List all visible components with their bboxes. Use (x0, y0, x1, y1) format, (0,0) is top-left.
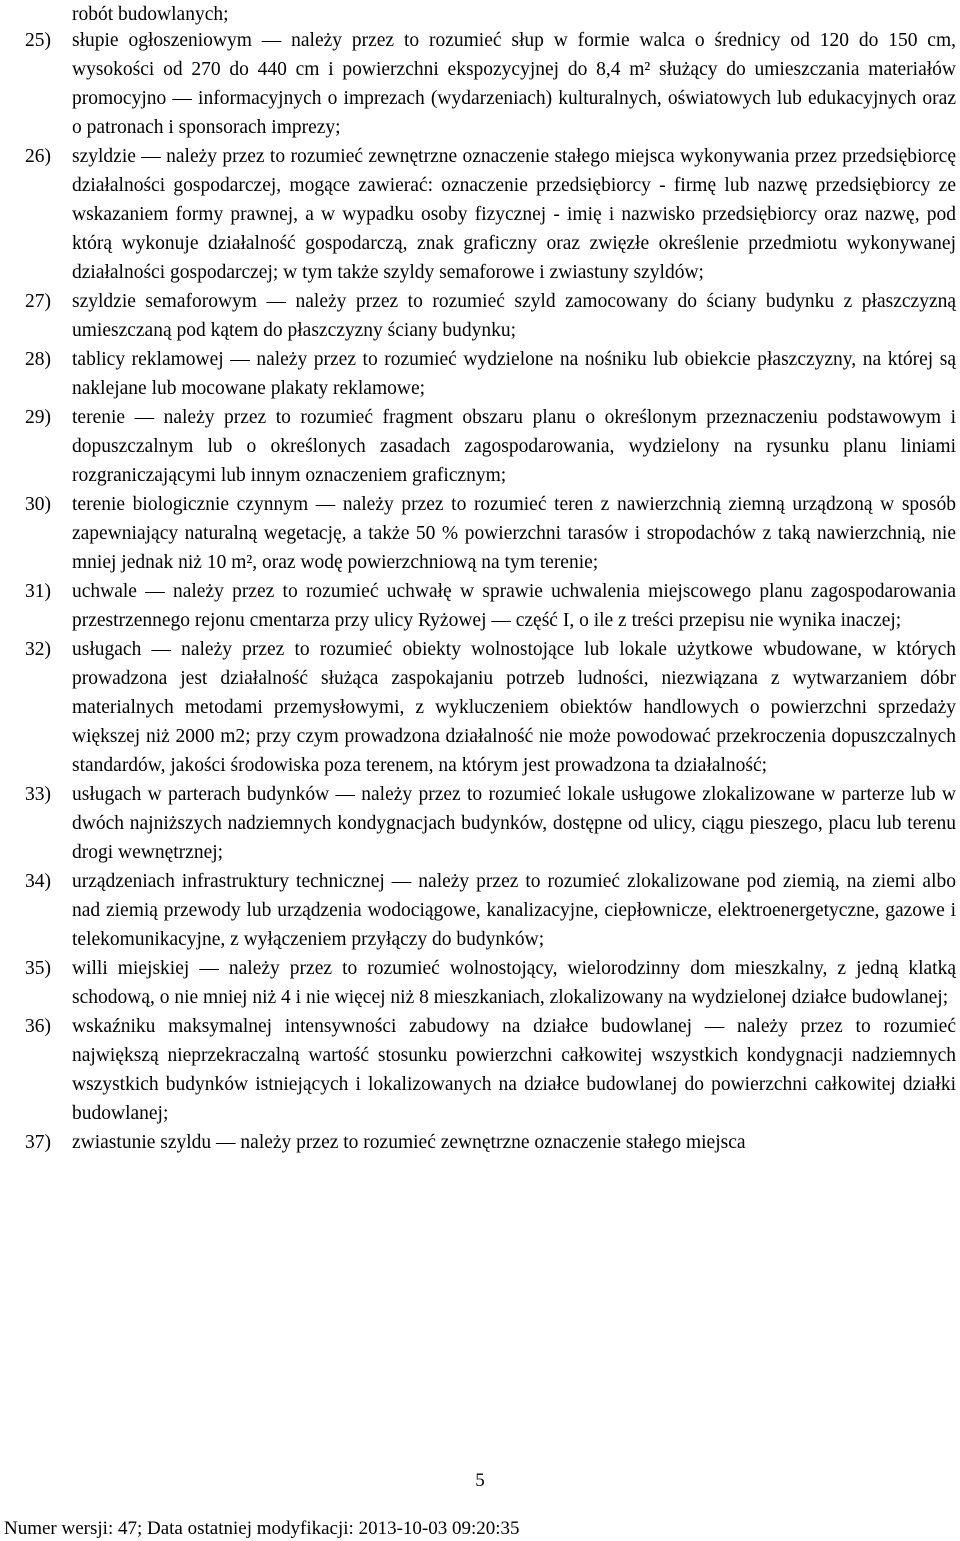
item-text: wskaźniku maksymalnej intensywności zabudowy na działce budowlanej — należy przez to rozumieć największą nieprzekraczalną wartość stosunku powierzchni całkowitej wszystkich kondygnacji nadziemnych wszystkich budynków istniejących i lokalizowanych na działce budowlanej do powierzchni całkowitej działki budowlanej; (72, 1016, 956, 1124)
item-number: 31) (25, 581, 51, 602)
item-number: 26) (25, 146, 51, 167)
item-text: urządzeniach infrastruktury technicznej — należy przez to rozumieć zlokalizowane pod ziemią, na ziemi albo nad ziemią przewody lub urządzenia wodociągowe, kanalizacyjne, ciepłownicze, elektroenergetyczne, gazowe i telekomunikacyjne, z wyłączeniem przyłączy do budynków; (72, 871, 956, 950)
item-text: usługach w parterach budynków — należy przez to rozumieć lokale usługowe zlokalizowane w parterze lub w dwóch najniższych nadziemnych kondygnacjach budynków, dostępne od ulicy, ciągu pieszego, placu lub terenu drogi wewnętrznej; (72, 784, 956, 863)
definition-item (0, 954, 956, 1012)
definition-item (0, 1128, 956, 1157)
definition-item (0, 780, 956, 867)
definition-item (0, 142, 956, 287)
definition-item (0, 867, 956, 954)
item-number: 35) (25, 958, 51, 979)
definition-list (0, 26, 956, 1157)
item-number: 34) (25, 871, 51, 892)
item-number: 29) (25, 407, 51, 428)
item-number: 30) (25, 494, 51, 515)
definition-item (0, 287, 956, 345)
definition-item (0, 26, 956, 142)
item-number: 27) (25, 291, 51, 312)
item-text: szyldzie semaforowym — należy przez to rozumieć szyld zamocowany do ściany budynku z płaszczyzną umieszczaną pod kątem do płaszczyzny ściany budynku; (72, 291, 956, 341)
item-text: willi miejskiej — należy przez to rozumieć wolnostojący, wielorodzinny dom mieszkalny, z jedną klatką schodową, o nie mniej niż 4 i nie więcej niż 8 mieszkaniach, zlokalizowany na wydzielonej działce budowlanej; (72, 958, 956, 1008)
item-text: terenie biologicznie czynnym — należy przez to rozumieć teren z nawierzchnią ziemną urządzoną w sposób zapewniający naturalną wegetację, a także 50 % powierzchni tarasów i stropodachów z taką nawierzchnią, nie mniej jednak niż 10 m², oraz wodę powierzchniową na tym terenie; (72, 494, 956, 573)
definition-item (0, 345, 956, 403)
definition-item (0, 1012, 956, 1128)
item-text: uchwale — należy przez to rozumieć uchwałę w sprawie uchwalenia miejscowego planu zagospodarowania przestrzennego rejonu cmentarza przy ulicy Ryżowej — część I, o ile z treści przepisu nie wynika inaczej; (72, 581, 956, 631)
item-number: 32) (25, 639, 51, 660)
item-number: 33) (25, 784, 51, 805)
item-number: 28) (25, 349, 51, 370)
item-text: słupie ogłoszeniowym — należy przez to rozumieć słup w formie walca o średnicy od 120 do 150 cm, wysokości od 270 do 440 cm i powierzchni ekspozycyjnej do 8,4 m² służący do umieszczania materiałów promocyjno — informacyjnych o imprezach (wydarzeniach) kulturalnych, oświatowych lub edukacyjnych oraz o patronach i sponsorach imprezy; (72, 30, 956, 138)
lead-text: robót budowlanych; (72, 4, 229, 25)
version-footer: Numer wersji: 47; Data ostatniej modyfikacji: 2013-10-03 09:20:35 (4, 1518, 520, 1539)
definition-item (0, 403, 956, 490)
item-text: tablicy reklamowej — należy przez to rozumieć wydzielone na nośniku lub obiekcie płaszczyzny, na której są naklejane lub mocowane plakaty reklamowe; (72, 349, 956, 399)
page-number: 5 (475, 1470, 485, 1491)
item-number: 37) (25, 1132, 51, 1153)
item-number: 36) (25, 1016, 51, 1037)
item-text: terenie — należy przez to rozumieć fragment obszaru planu o określonym przeznaczeniu podstawowym i dopuszczalnym lub o określonych zasadach zagospodarowania, wydzielony na rysunku planu liniami rozgraniczającymi lub innym oznaczeniem graficznym; (72, 407, 956, 486)
item-text: zwiastunie szyldu — należy przez to rozumieć zewnętrzne oznaczenie stałego miejsca (72, 1132, 746, 1153)
definition-item (0, 490, 956, 577)
item-number: 25) (25, 30, 51, 51)
item-text: szyldzie — należy przez to rozumieć zewnętrzne oznaczenie stałego miejsca wykonywania przez przedsiębiorcę działalności gospodarczej, mogące zawierać: oznaczenie przedsiębiorcy - firmę lub nazwę przedsiębiorcy ze wskazaniem formy prawnej, a w wypadku osoby fizycznej - imię i nazwisko przedsiębiorcy oraz nazwę, pod którą wykonuje działalność gospodarczą, znak graficzny oraz zwięzłe określenie przedmiotu wykonywanej działalności gospodarczej; w tym także szyldy semaforowe i zwiastuny szyldów; (72, 146, 956, 283)
item-text: usługach — należy przez to rozumieć obiekty wolnostojące lub lokale użytkowe wbudowane, w których prowadzona jest działalność służąca zaspokajaniu potrzeb ludności, niezwiązana z wytwarzaniem dóbr materialnych metodami przemysłowymi, z wykluczeniem obiektów handlowych o powierzchni sprzedaży większej niż 2000 m2; przy czym prowadzona działalność nie może powodować przekroczenia dopuszczalnych standardów, jakości środowiska poza terenem, na którym jest prowadzona ta działalność; (72, 639, 956, 776)
definition-item (0, 577, 956, 635)
definition-item (0, 635, 956, 780)
